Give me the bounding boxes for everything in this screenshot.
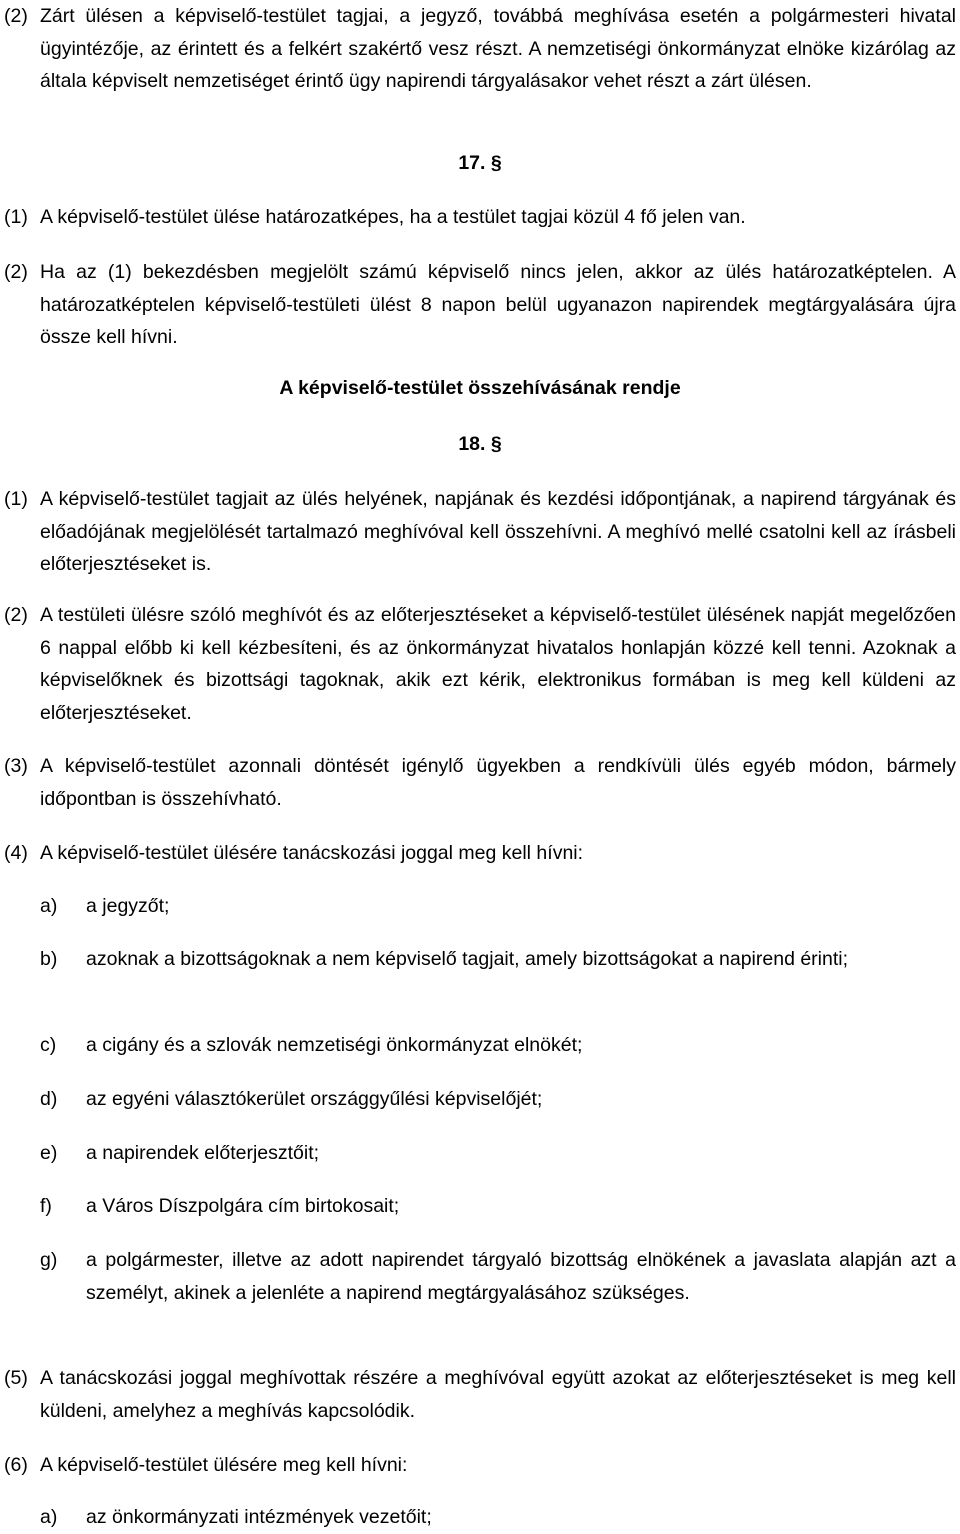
paragraph-number: (2) [4,5,28,27]
list-item-text: a cigány és a szlovák nemzetiségi önkormányzat elnökét; [86,1034,583,1056]
section-heading-18: 18. § [458,433,502,455]
list-item-text: a jegyzőt; [86,895,170,917]
paragraph-number: (2) [4,604,28,626]
list-item-letter: c) [40,1034,57,1056]
paragraph-number: (2) [4,261,28,283]
list-item-letter: g) [40,1249,58,1271]
paragraph-text: A képviselő-testület tagjait az ülés helyének, napjának és kezdési időpontjának, a napirend tárgyának és előadójának megjelölését tartalmazó meghívóval kell összehívni. A meghívó mellé csatolni kell az írásbeli előterjesztéseket is. [40,488,956,575]
paragraph-text: A képviselő-testület ülésére tanácskozási joggal meg kell hívni: [40,842,584,864]
paragraph-number: (3) [4,755,28,777]
list-item-letter: e) [40,1142,58,1164]
paragraph-text: Zárt ülésen a képviselő-testület tagjai, a jegyző, továbbá meghívása esetén a polgármesteri hivatal ügyintézője, az érintett és a felkért szakértő vesz részt. A nemzetiségi önkormányzat elnöke kizárólag az általa képviselt nemzetiséget érintő ügy napirendi tárgyalásakor vehet részt a zárt ülésen. [40,5,956,92]
list-item-letter: d) [40,1088,58,1110]
list-item-text: a polgármester, illetve az adott napirendet tárgyaló bizottság elnökének a javaslata alapján azt a személyt, akinek a jelenléte a napirend megtárgyalásához szükséges. [86,1249,956,1304]
paragraph-number: (6) [4,1454,28,1476]
list-item-text: az egyéni választókerület országgyűlési képviselőjét; [86,1088,543,1110]
paragraph-number: (5) [4,1367,28,1389]
paragraph-text: A tanácskozási joggal meghívottak részére a meghívóval együtt azokat az előterjesztéseket is meg kell küldeni, amelyhez a meghívás kapcsolódik. [40,1367,956,1422]
paragraph-text: A képviselő-testület azonnali döntését igénylő ügyekben a rendkívüli ülés egyéb módon, bármely időpontban is összehívható. [40,755,956,810]
list-item-text: a napirendek előterjesztőit; [86,1142,320,1164]
paragraph-text: A testületi ülésre szóló meghívót és az előterjesztéseket a képviselő-testület ülésének napját megelőzően 6 nappal előbb ki kell kézbesíteni, és az önkormányzat hivatalos honlapján közzé kell tenni. Azoknak a képviselőknek és bizottsági tagoknak, akik ezt kérik, elektronikus formában is meg kell küldeni az előterjesztéseket. [40,604,956,724]
paragraph-text: A képviselő-testület ülésére meg kell hívni: [40,1454,408,1476]
list-item-letter: a) [40,895,58,917]
list-item-text: azoknak a bizottságoknak a nem képviselő tagjait, amely bizottságokat a napirend érinti; [86,948,849,970]
list-item-letter: b) [40,948,58,970]
list-item-text: az önkormányzati intézmények vezetőit; [86,1506,432,1528]
section-title: A képviselő-testület összehívásának rendje [279,377,681,399]
paragraph-number: (4) [4,842,28,864]
section-heading-17: 17. § [458,152,502,174]
paragraph-text: Ha az (1) bekezdésben megjelölt számú képviselő nincs jelen, akkor az ülés határozatképtelen. A határozatképtelen képviselő-testületi ülést 8 napon belül ugyanazon napirendek megtárgyalására újra össze kell hívni. [40,261,956,348]
paragraph-text: A képviselő-testület ülése határozatképes, ha a testület tagjai közül 4 fő jelen van. [40,206,746,228]
list-item-letter: a) [40,1506,58,1528]
paragraph-number: (1) [4,206,28,228]
paragraph-number: (1) [4,488,28,510]
list-item-text: a Város Díszpolgára cím birtokosait; [86,1195,400,1217]
list-item-letter: f) [40,1195,52,1217]
